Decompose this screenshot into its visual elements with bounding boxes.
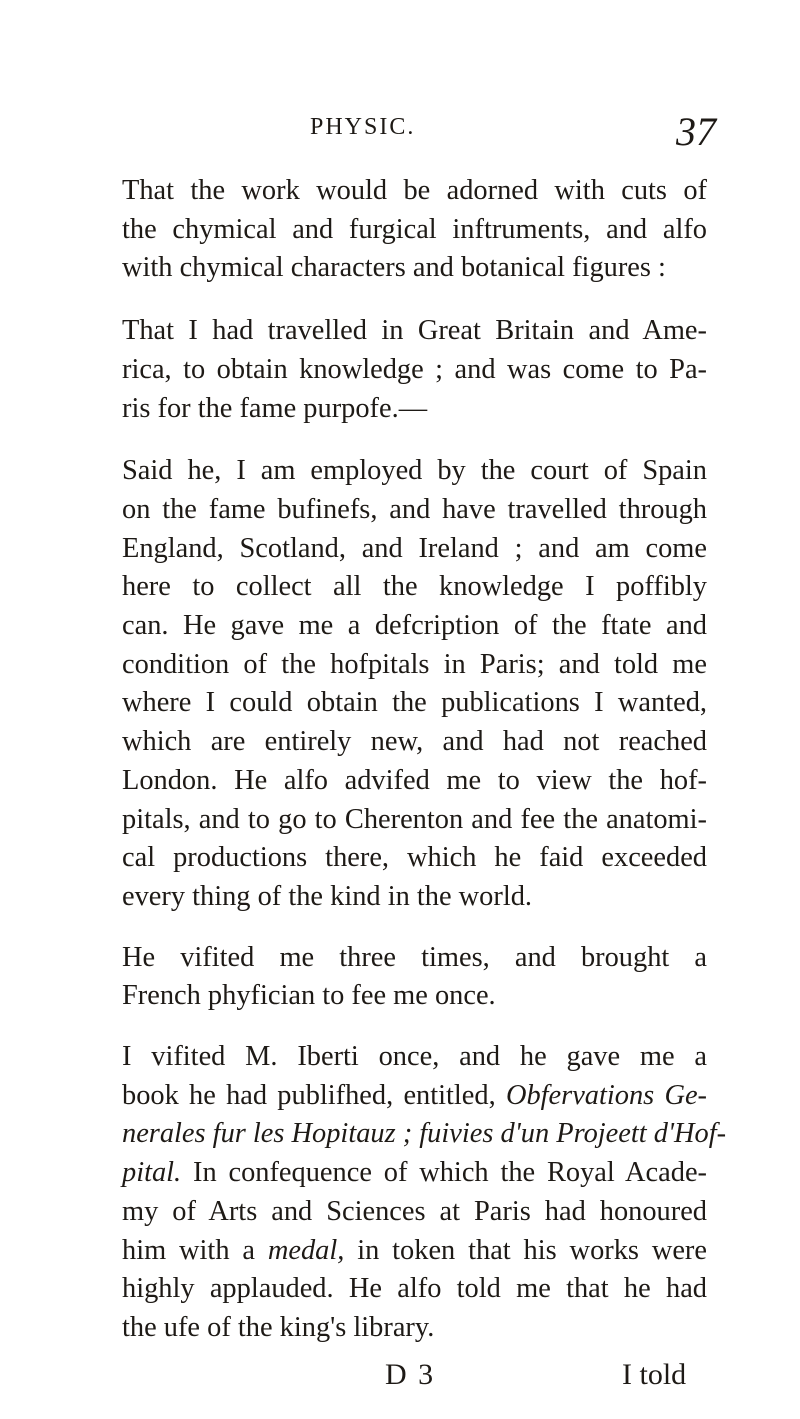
book-title: nerales fur les Hopitauz ; fuivies d'un Projeett d'Hof- xyxy=(122,1118,727,1150)
text-line: where I could obtain the publications I wanted, xyxy=(122,687,707,719)
paragraph xyxy=(122,312,707,428)
text-line: the ufe of the king's library. xyxy=(122,1311,435,1343)
body-text xyxy=(122,172,727,1348)
text-line: rica, to obtain knowledge ; and was come to Pa- xyxy=(122,353,707,385)
text-line: Said he, I am employed by the court of Spain xyxy=(122,455,707,487)
signature-mark: D 3 xyxy=(385,1358,436,1391)
text-line: That the work would be adorned with cuts of xyxy=(122,175,707,206)
paragraph xyxy=(122,172,707,288)
text-line xyxy=(122,1077,707,1116)
text-line: highly applauded. He alfo told me that he had xyxy=(122,1273,707,1305)
running-title: PHYSIC. xyxy=(310,114,416,140)
text-line: the chymical and furgical inftruments, and alfo xyxy=(122,213,707,245)
catchword: I told xyxy=(622,1358,687,1391)
paragraph xyxy=(122,939,707,1016)
text-line: ris for the fame purpofe.— xyxy=(122,392,428,424)
text-line: with chymical characters and botanical figures : xyxy=(122,252,666,284)
book-title: pital. xyxy=(122,1157,182,1189)
text-line: I vifited M. Iberti once, and he gave me a xyxy=(122,1041,707,1073)
text-line: condition of the hofpitals in Paris; and told me xyxy=(122,648,707,680)
text-run: him with a xyxy=(122,1234,255,1266)
paragraph xyxy=(122,1038,727,1348)
text-line: cal productions there, which he faid exceeded xyxy=(122,842,707,874)
text-line: pitals, and to go to Cherenton and fee the anatomi- xyxy=(122,803,707,835)
text-line: here to collect all the knowledge I poffibly xyxy=(122,571,707,603)
text-run: in token that his works were xyxy=(357,1234,707,1266)
text-run: book he had publifhed, entitled, xyxy=(122,1079,496,1111)
running-head xyxy=(0,108,800,168)
page-number: 37 xyxy=(676,109,716,154)
text-line: on the fame bufinefs, and have travelled through xyxy=(122,493,707,525)
text-line xyxy=(122,1232,707,1271)
text-line: every thing of the kind in the world. xyxy=(122,880,533,912)
paragraph xyxy=(122,452,707,916)
text-line: French phyfician to fee me once. xyxy=(122,980,496,1012)
text-line: which are entirely new, and had not reached xyxy=(122,726,707,758)
emphasis: medal, xyxy=(267,1234,345,1266)
text-line: That I had travelled in Great Britain and Ame- xyxy=(122,315,707,347)
text-line: England, Scotland, and Ireland ; and am come xyxy=(122,532,707,564)
page-footer xyxy=(0,1358,800,1408)
text-run: In confequence of which the Royal Acade- xyxy=(193,1157,707,1189)
text-line xyxy=(122,1154,707,1193)
text-line: can. He gave me a defcription of the ftate and xyxy=(122,610,707,642)
text-line: London. He alfo advifed me to view the hof- xyxy=(122,764,707,796)
book-title: Obfervations Ge- xyxy=(505,1079,708,1111)
text-line: He vifited me three times, and brought a xyxy=(122,941,707,973)
text-line: my of Arts and Sciences at Paris had honoured xyxy=(122,1195,707,1227)
